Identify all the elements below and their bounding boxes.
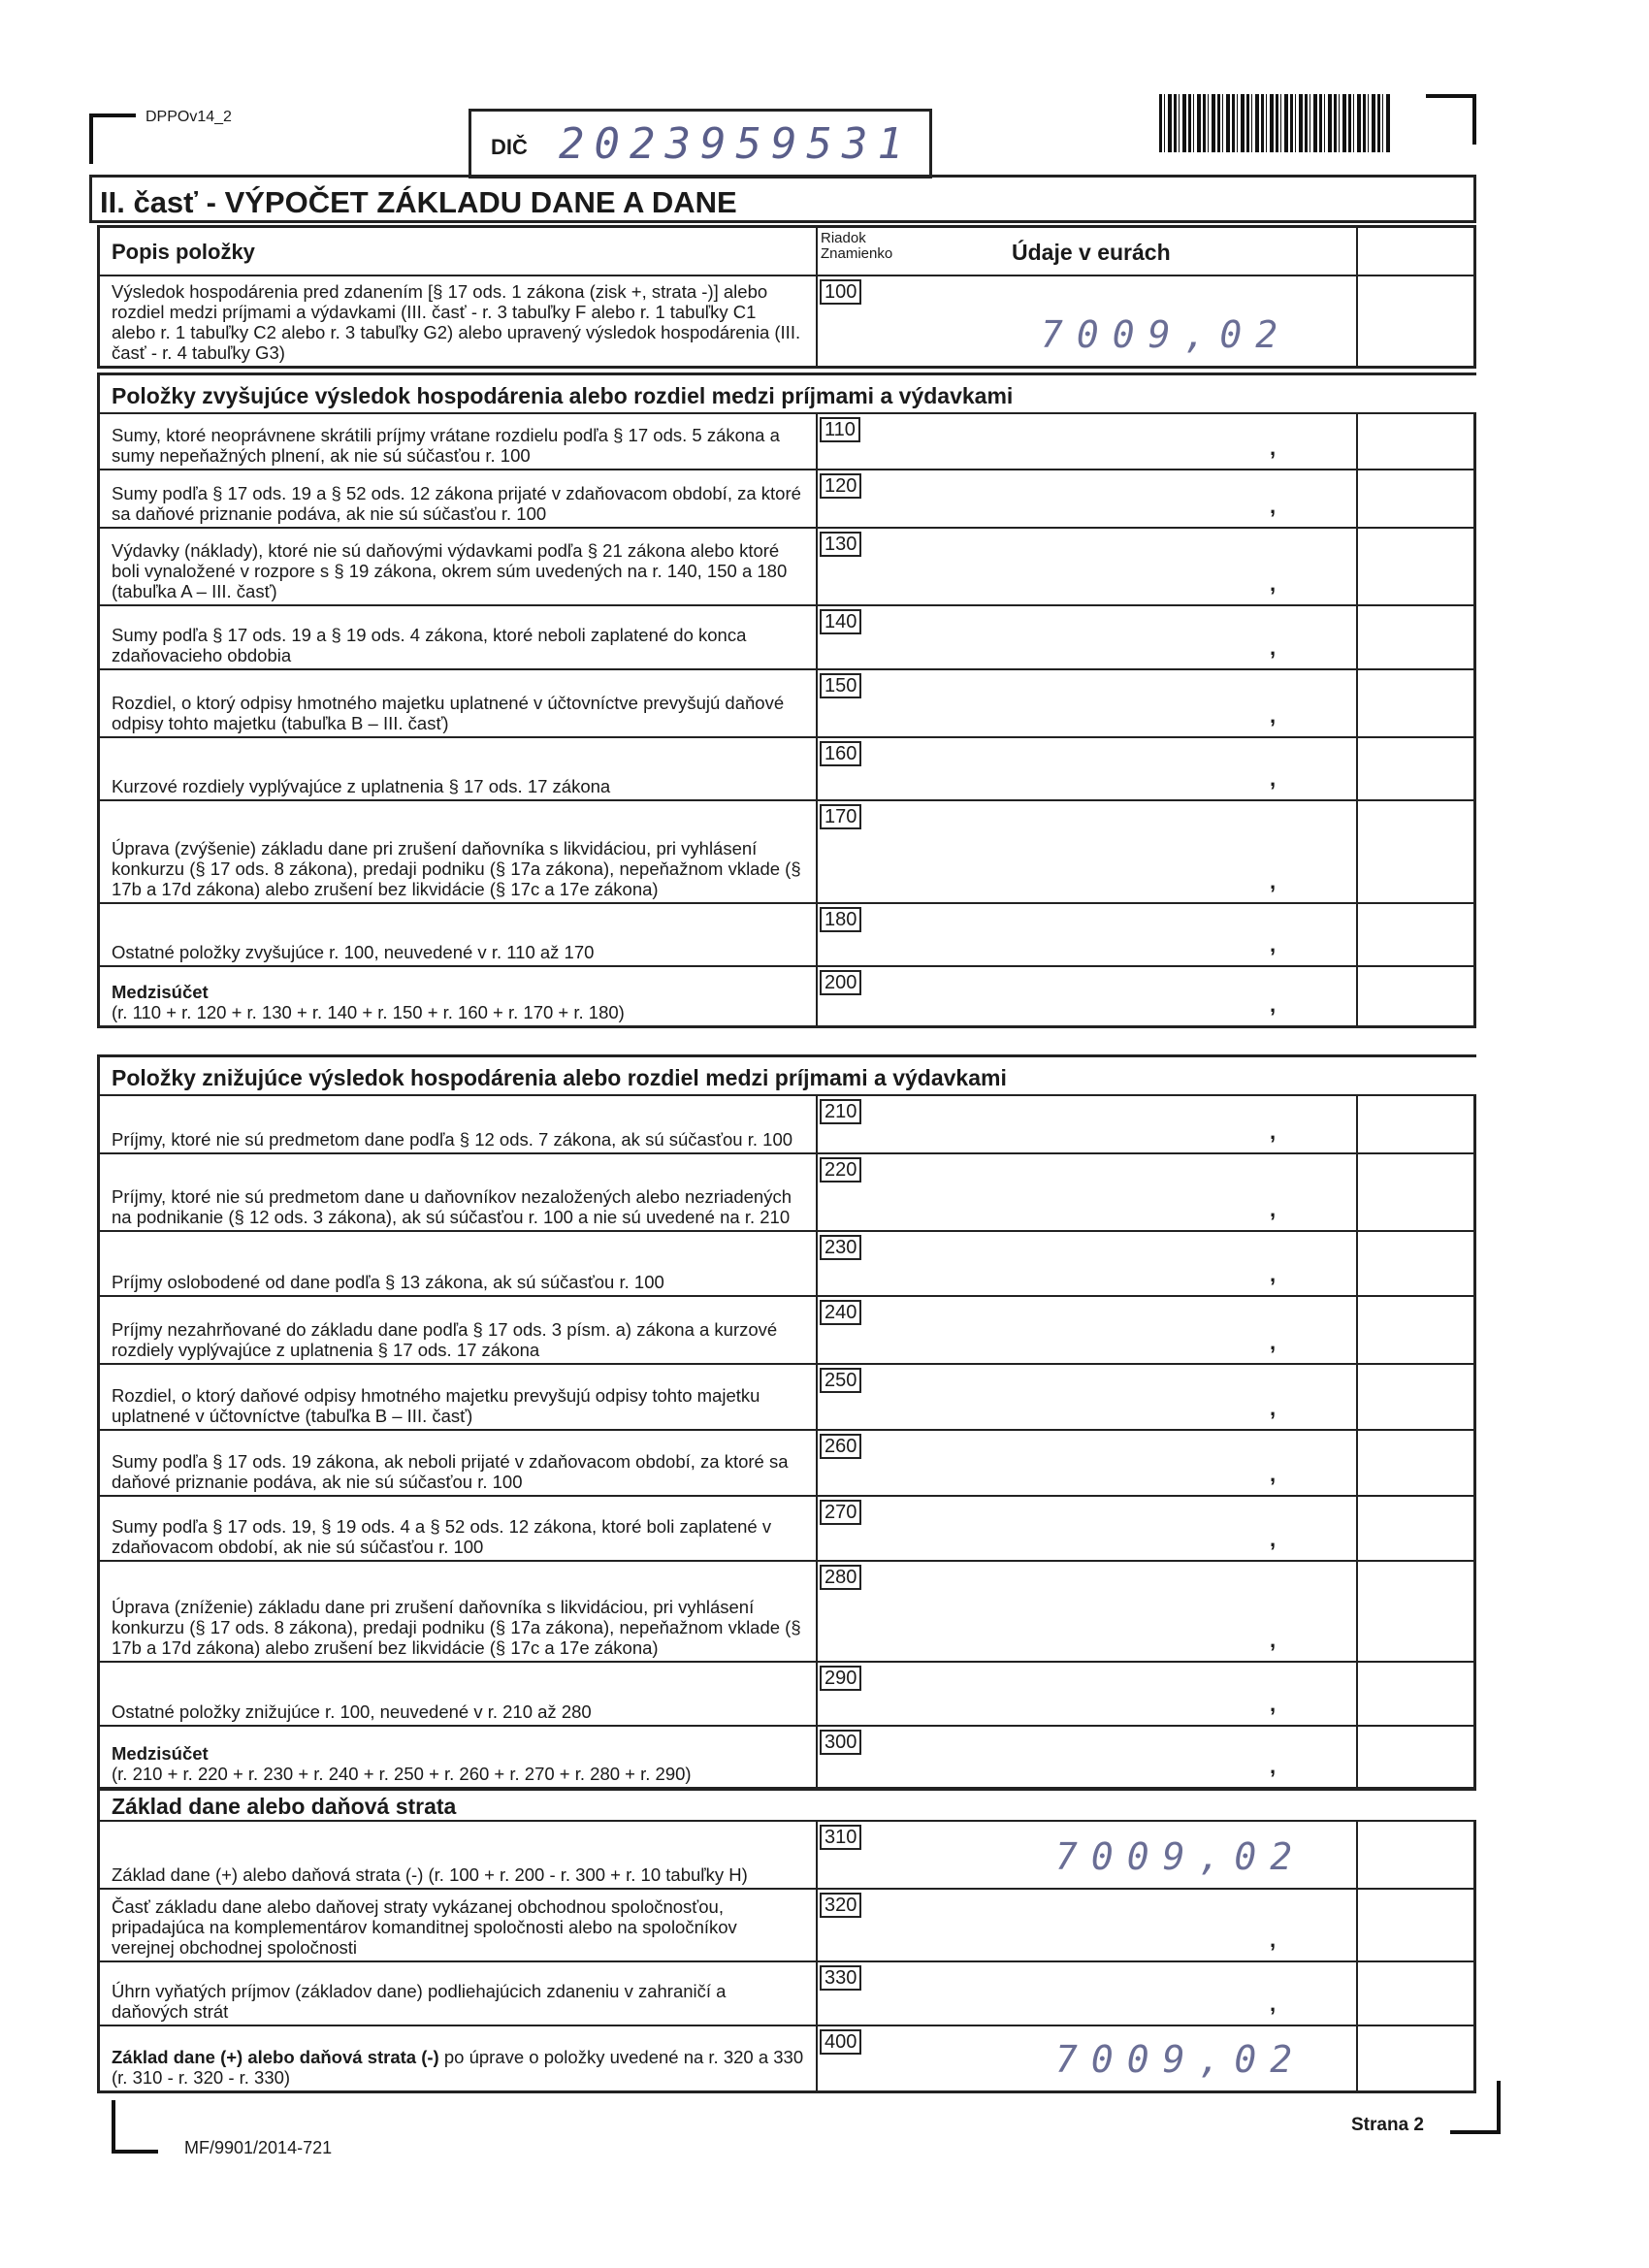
table-row (100, 2026, 1476, 2090)
table-row: Príjmy nezahrňované do základu dane podľa § 17 ods. 3 písm. a) zákona a kurzové rozdiely vyplývajúce z uplatnenia § 17 ods. 17 zákona 240 , (100, 1297, 1476, 1365)
dic-value: 2023959531 (559, 119, 913, 169)
row-180-value-field[interactable]: 180 , (818, 904, 1358, 965)
table-row: Ostatné položky zvyšujúce r. 100, neuvedené v r. 110 až 170 180 , (100, 904, 1476, 967)
corner-mark-bottom-left (112, 2100, 158, 2154)
table-row: Kurzové rozdiely vyplývajúce z uplatnenia § 17 ods. 17 zákona 160 , (100, 738, 1476, 801)
row-310-value-field[interactable]: 310 7009,02 (818, 1822, 1358, 1888)
dic-field[interactable] (469, 109, 932, 178)
row-230-value-field[interactable]: 230 , (818, 1232, 1358, 1295)
row-280-value-field[interactable]: 280 , (818, 1562, 1358, 1661)
row-400-bold-label: Základ dane (+) alebo daňová strata (-) (112, 2047, 439, 2067)
table-row: Úprava (zvýšenie) základu dane pri zrušení daňovníka s likvidáciou, pri vyhlásení konkurzu (§ 17 ods. 8 zákona), predaji podniku (§ 17a zákona), nepeňažnom vklade (§ 17b a 17d zákona) alebo zrušení bez likvidácie (§ 17c a 17e zákona) 170 , (100, 801, 1476, 904)
table-row (100, 1727, 1476, 1787)
row-400-label: po úprave o položky uvedené na r. 320 a 330 (r. 310 - r. 320 - r. 330) (112, 2047, 804, 2088)
table-row: Sumy podľa § 17 ods. 19, § 19 ods. 4 a § 52 ods. 12 zákona, ktoré boli zaplatené v zdaňovacom období, ak nie sú súčasťou r. 100 270 , (100, 1497, 1476, 1562)
page-number: Strana 2 (1351, 2115, 1424, 2135)
table-row: Sumy podľa § 17 ods. 19 zákona, ak neboli prijaté v zdaňovacom období, za ktoré sa daňové priznanie podáva, ak nie sú súčasťou r. 100 260 , (100, 1431, 1476, 1497)
row-400-value-field[interactable]: 400 7009,02 (818, 2026, 1358, 2090)
row-100-value: 7009,02 (1041, 313, 1292, 356)
row-number: 100 (820, 279, 861, 305)
table-row: Úhrn vyňatých príjmov (základov dane) podliehajúcich zdaneniu v zahraničí a daňových strát 330 , (100, 1962, 1476, 2026)
corner-mark-top-right (1426, 94, 1476, 145)
row-310-value: 7009,02 (1055, 1835, 1307, 1878)
header-udaje: Údaje v eurách (1012, 240, 1171, 265)
row-250-value-field[interactable]: 250 , (818, 1365, 1358, 1429)
table-row: Príjmy oslobodené od dane podľa § 13 zákona, ak sú súčasťou r. 100 230 , (100, 1232, 1476, 1297)
table-row: Príjmy, ktoré nie sú predmetom dane u daňovníkov nezaložených alebo nezriadených na podnikanie (§ 12 ods. 3 zákona), ak sú súčasťou r. 100 a nie sú uvedené na r. 210 220 , (100, 1154, 1476, 1232)
row-140-value-field[interactable]: 140 , (818, 606, 1358, 668)
subtotal-label: Medzisúčet (112, 1743, 209, 1764)
table-row: Príjmy, ktoré nie sú predmetom dane podľa § 12 ods. 7 zákona, ak sú súčasťou r. 100 210 , (100, 1096, 1476, 1154)
row-170-value-field[interactable]: 170 , (818, 801, 1358, 902)
increase-section (97, 373, 1476, 1028)
base-title: Základ dane alebo daňová strata (112, 1794, 457, 1819)
table-row: Sumy podľa § 17 ods. 19 a § 19 ods. 4 zákona, ktoré neboli zaplatené do konca zdaňovacieho obdobia 140 , (100, 606, 1476, 670)
row-100-value-field[interactable] (818, 276, 1358, 366)
header-popis: Popis položky (100, 228, 818, 275)
table-row: Časť základu dane alebo daňovej straty vykázanej obchodnou spoločnosťou, pripadajúca na komplementárov komanditnej spoločnosti alebo na spoločníkov verejnej obchodnej spoločnosti 320 , (100, 1890, 1476, 1962)
row-150-value-field[interactable]: 150 , (818, 670, 1358, 736)
table-row: Sumy, ktoré neoprávnene skrátili príjmy vrátane rozdielu podľa § 17 ods. 5 zákona a sumy nepeňažných plnení, ak nie sú súčasťou r. 100 110 , (100, 414, 1476, 470)
row-130-value-field[interactable]: 130 , (818, 529, 1358, 604)
dic-label: DIČ (491, 135, 528, 159)
table-row (100, 276, 1476, 366)
row-200-value-field[interactable]: 200 , (818, 967, 1358, 1025)
table-row: Rozdiel, o ktorý daňové odpisy hmotného majetku prevyšujú odpisy tohto majetku uplatnené v účtovníctve (tabuľka B – III. časť) 250 , (100, 1365, 1476, 1431)
row-220-value-field[interactable]: 220 , (818, 1154, 1358, 1230)
row-210-value-field[interactable]: 210 , (818, 1096, 1358, 1152)
table-row: Základ dane (+) alebo daňová strata (-) (r. 100 + r. 200 - r. 300 + r. 10 tabuľky H) 310 7009,02 (100, 1822, 1476, 1890)
table-row: Rozdiel, o ktorý odpisy hmotného majetku uplatnené v účtovníctve prevyšujú daňové odpisy tohto majetku (tabuľka B – III. časť) 150 , (100, 670, 1476, 738)
subtotal-label: Medzisúčet (112, 982, 209, 1002)
footer-code: MF/9901/2014-721 (184, 2138, 333, 2157)
form-code: DPPOv14_2 (146, 109, 232, 125)
row-400-value: 7009,02 (1055, 2038, 1307, 2081)
row-120-value-field[interactable]: 120 , (818, 470, 1358, 527)
decrease-section (97, 1054, 1476, 1790)
decrease-title: Položky znižujúce výsledok hospodárenia alebo rozdiel medzi príjmami a výdavkami (112, 1065, 1007, 1090)
table-row: Výdavky (náklady), ktoré nie sú daňovými výdavkami podľa § 21 zákona alebo ktoré boli vynaložené v rozpore s § 19 zákona, okrem súm uvedených na r. 140, 150 a 180 (tabuľka A – III. časť) 130 , (100, 529, 1476, 606)
row-300-value-field[interactable]: 300 , (818, 1727, 1358, 1787)
section-title-box (89, 175, 1476, 223)
row-240-value-field[interactable]: 240 , (818, 1297, 1358, 1363)
section-title: II. časť - VÝPOČET ZÁKLADU DANE A DANE (100, 185, 737, 219)
subtotal-formula: (r. 110 + r. 120 + r. 130 + r. 140 + r. 150 + r. 160 + r. 170 + r. 180) (112, 1002, 625, 1022)
row-100-label: Výsledok hospodárenia pred zdanením [§ 17 ods. 1 zákona (zisk +, strata -)] alebo rozdiel medzi príjmami a výdavkami (III. časť - r. 3 tabuľky F alebo r. 1 tabuľky C1 alebo r. 1 tabuľky C2 alebo r. 3 tabuľky G2) alebo upravený výsledok hospodárenia (III. časť - r. 4 tabuľky G3) (100, 276, 818, 366)
increase-title: Položky zvyšujúce výsledok hospodárenia alebo rozdiel medzi príjmami a výdavkami (112, 383, 1014, 408)
table-row (100, 967, 1476, 1025)
subtotal-formula: (r. 210 + r. 220 + r. 230 + r. 240 + r. 250 + r. 260 + r. 270 + r. 280 + r. 290) (112, 1764, 692, 1784)
row-270-value-field[interactable]: 270 , (818, 1497, 1358, 1560)
summary-section (97, 225, 1476, 369)
corner-mark-top-left (89, 113, 136, 164)
table-row: Ostatné položky znižujúce r. 100, neuvedené v r. 210 až 280 290 , (100, 1663, 1476, 1727)
barcode-icon (1159, 94, 1392, 152)
row-330-value-field[interactable]: 330 , (818, 1962, 1358, 2025)
base-section (97, 1788, 1476, 2093)
row-110-value-field[interactable]: 110 , (818, 414, 1358, 469)
row-290-value-field[interactable]: 290 , (818, 1663, 1358, 1725)
table-row: Úprava (zníženie) základu dane pri zrušení daňovníka s likvidáciou, pri vyhlásení konkurzu (§ 17 ods. 8 zákona), predaji podniku (§ 17a zákona), nepeňažnom vklade (§ 17b a 17d zákona) alebo zrušení bez likvidácie (§ 17c a 17e zákona) 280 , (100, 1562, 1476, 1663)
table-row: Sumy podľa § 17 ods. 19 a § 52 ods. 12 zákona prijaté v zdaňovacom období, za ktoré sa daňové priznanie podáva, ak nie sú súčasťou r. 100 120 , (100, 470, 1476, 529)
row-160-value-field[interactable]: 160 , (818, 738, 1358, 799)
row-320-value-field[interactable]: 320 , (818, 1890, 1358, 1960)
header-riadok: Riadok Znamienko (821, 230, 893, 262)
table-header (100, 228, 1476, 276)
row-260-value-field[interactable]: 260 , (818, 1431, 1358, 1495)
